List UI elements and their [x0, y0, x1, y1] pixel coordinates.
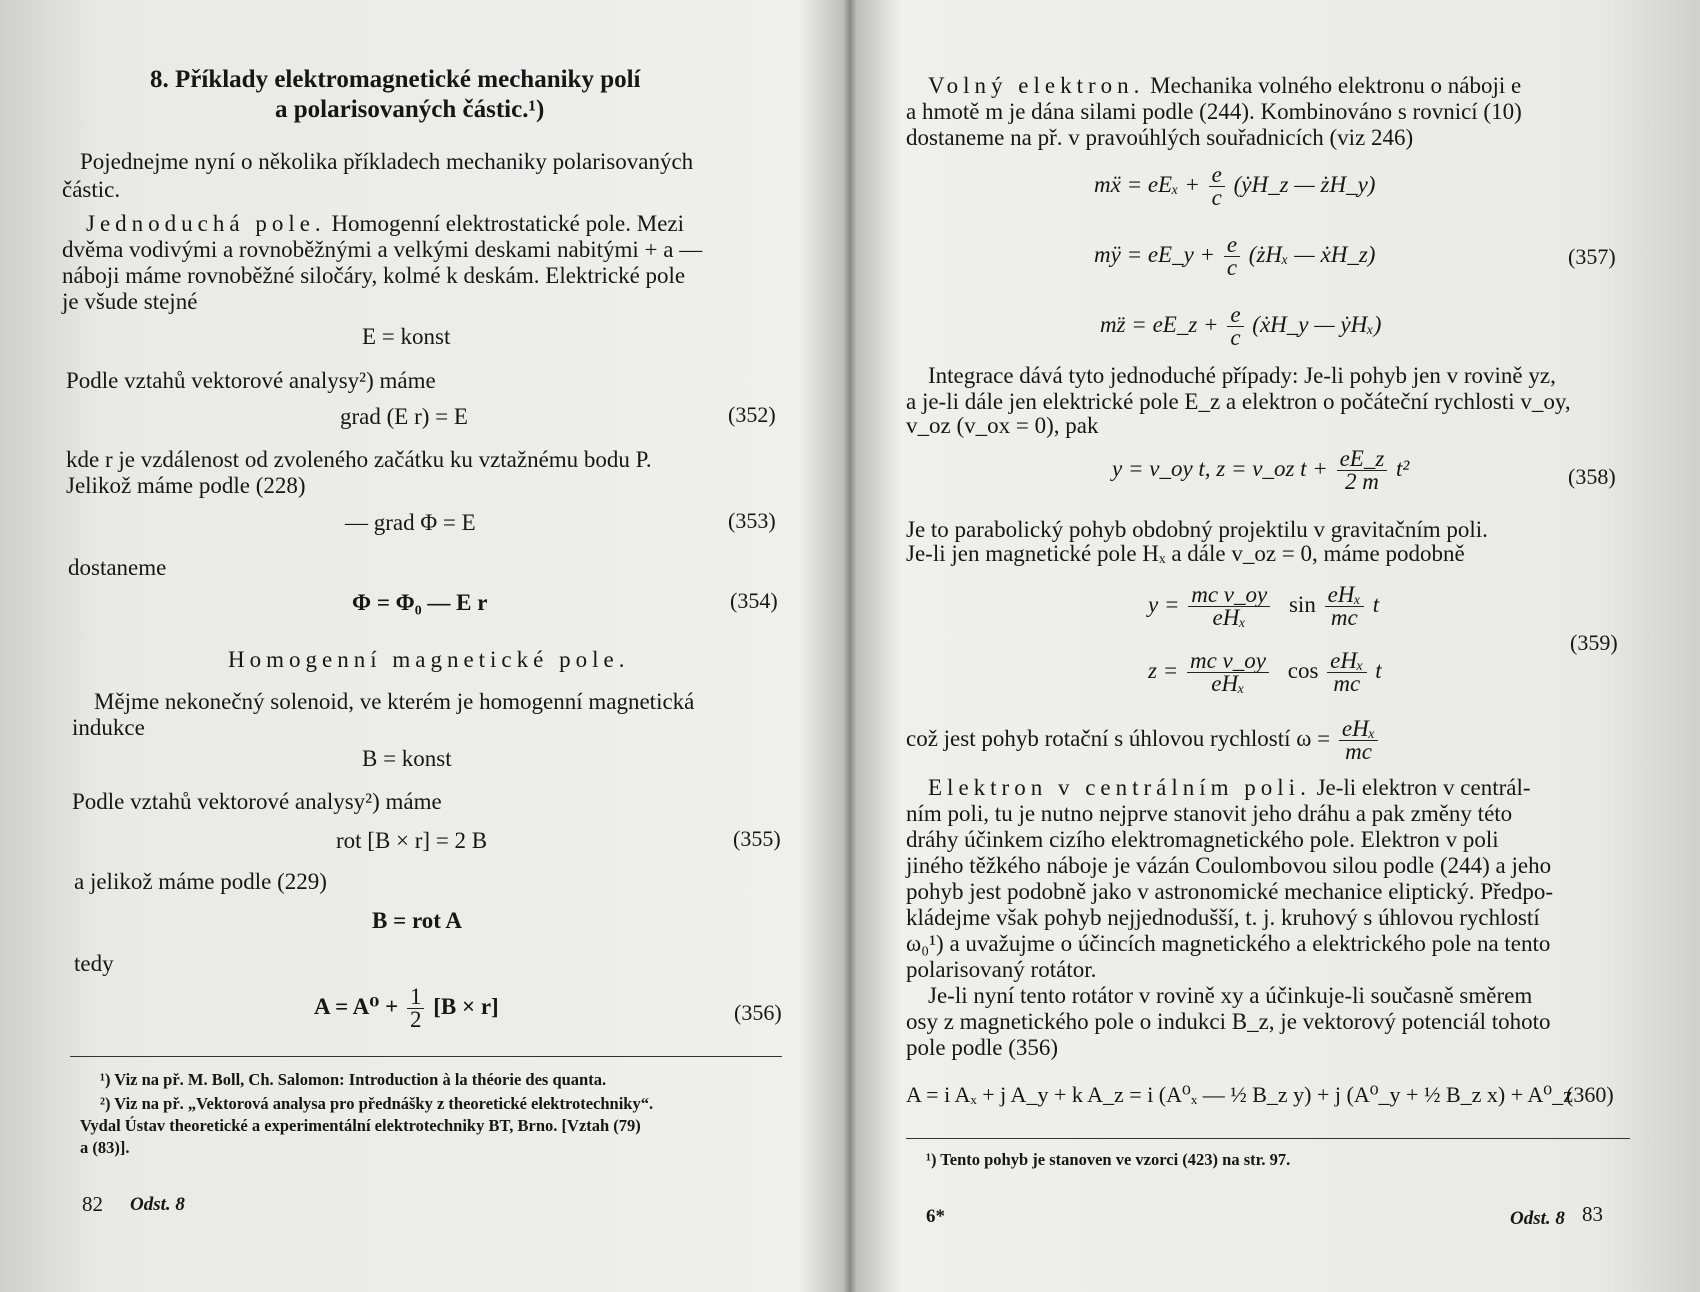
- footnote: ¹) Viz na př. M. Boll, Ch. Salomon: Introduction à la théorie des quanta.: [100, 1070, 607, 1089]
- equation-number: (355): [733, 826, 781, 851]
- equation-number: (360): [1566, 1082, 1614, 1107]
- equation-part: t: [1375, 657, 1382, 683]
- fraction-denominator: mc: [1333, 671, 1361, 696]
- paragraph-line: Je-li nyní tento rotátor v rovině xy a účinkuje-li současně směrem: [928, 983, 1533, 1008]
- section-title-line2: a polarisovaných částic.¹): [275, 96, 545, 123]
- page-number: 83: [1582, 1202, 1603, 1226]
- fraction-numerator: eHₓ: [1339, 718, 1378, 741]
- equation-part: y = v_oy t, z = v_oz t +: [1112, 455, 1328, 481]
- paragraph-line: Je-li jen magnetické pole Hₓ a dále v_oz = 0, máme podobně: [906, 541, 1465, 566]
- equation-359-z: [1148, 650, 1382, 695]
- paragraph-line: ω₀¹) a uvažujme o účincích magnetického a elektrického pole na tento: [906, 931, 1551, 956]
- equation-number: (352): [728, 402, 776, 427]
- subsection-heading: Homogenní magnetické pole.: [228, 647, 630, 672]
- fraction-numerator: mc v_oy: [1188, 584, 1270, 607]
- paragraph-line: Pojednejme nyní o několika příkladech mechaniky polarisovaných: [80, 149, 694, 174]
- footnote: a (83)].: [80, 1138, 130, 1157]
- fraction-numerator: e: [1209, 164, 1225, 187]
- equation-number: (358): [1568, 464, 1616, 489]
- run-in-heading: Volný elektron.: [928, 73, 1145, 98]
- paragraph-line: Integrace dává tyto jednoduché případy: Je-li pohyb jen v rovině yz,: [928, 363, 1556, 388]
- equation-357b: [1094, 234, 1375, 279]
- footnote-rule: [70, 1056, 782, 1057]
- equation-part: (żHₓ — ẋH_z): [1248, 241, 1376, 267]
- equation-number: (353): [728, 508, 776, 533]
- fraction-numerator: mc v_oy: [1187, 650, 1269, 673]
- paragraph-line: dráhy účinkem cizího elektromagnetického pole. Elektron v poli: [906, 827, 1499, 852]
- page-number: 82: [82, 1192, 103, 1216]
- fraction-denominator: mc: [1330, 605, 1358, 630]
- paragraph-line: Podle vztahů vektorové analysy²) máme: [72, 789, 442, 814]
- footnote: ²) Viz na př. „Vektorová analysa pro přednášky z theoretické elektrotechniky“.: [100, 1094, 654, 1113]
- function-name: sin: [1288, 591, 1316, 617]
- equation-part: t²: [1396, 455, 1410, 481]
- equation: Φ = Φ₀ — E r: [352, 590, 488, 615]
- paragraph-line: Podle vztahů vektorové analysy²) máme: [66, 368, 436, 393]
- fraction-denominator: c: [1226, 255, 1238, 280]
- equation-part: mÿ = eE_y +: [1094, 241, 1216, 267]
- paragraph-line: dvěma vodivými a rovnoběžnými a velkými deskami nabitými + a —: [62, 237, 703, 262]
- paragraph-line: v_oz (v_ox = 0), pak: [906, 413, 1099, 438]
- paragraph-line: je všude stejné: [62, 289, 198, 314]
- equation-part: y =: [1148, 591, 1180, 617]
- fraction-denominator: eHₓ: [1211, 671, 1245, 696]
- fraction: [1327, 650, 1366, 695]
- equation-357a: [1094, 164, 1375, 209]
- right-page: [850, 0, 1700, 1292]
- fraction-numerator: e: [1227, 304, 1243, 327]
- paragraph-line: [928, 774, 1531, 801]
- paragraph-line: pohyb jest podobně jako v astronomické mechanice eliptický. Předpo-: [906, 879, 1554, 904]
- fraction: [407, 986, 425, 1031]
- fraction: [1325, 584, 1364, 629]
- equation: E = konst: [362, 324, 451, 349]
- paragraph-line: [906, 718, 1381, 763]
- paragraph-text: Mechanika volného elektronu o náboji e: [1150, 73, 1522, 98]
- fraction: [1339, 718, 1378, 763]
- fraction-numerator: eHₓ: [1325, 584, 1364, 607]
- fraction: [1227, 304, 1243, 349]
- paragraph-line: tedy: [74, 951, 114, 976]
- equation-number: (359): [1570, 630, 1618, 655]
- equation-356: [314, 986, 499, 1031]
- fraction-denominator: c: [1211, 185, 1222, 210]
- equation-part: mz̈ = eE_z +: [1100, 311, 1219, 337]
- fraction-denominator: 2 m: [1345, 469, 1379, 494]
- fraction-denominator: 2: [409, 1007, 422, 1032]
- paragraph-line: ním poli, tu je nutno nejprve stanovit jeho dráhu a pak změny této: [906, 801, 1513, 826]
- paragraph-line: jiného těžkého náboje je vázán Coulombovou silou podle (244) a jeho: [906, 853, 1552, 878]
- fraction-numerator: 1: [407, 986, 425, 1009]
- running-head: Odst. 8: [1510, 1208, 1565, 1229]
- paragraph-line: kládejme však pohyb nejjednodušší, t. j. kruhový s úhlovou rychlostí: [906, 905, 1540, 930]
- equation-part: z =: [1148, 657, 1179, 683]
- paragraph-line: a jelikož máme podle (229): [74, 869, 327, 894]
- paragraph-text: Je-li elektron v centrál-: [1316, 775, 1531, 800]
- paragraph-line: a je-li dále jen elektrické pole E_z a elektron o počáteční rychlosti v_oy,: [906, 389, 1571, 414]
- footnote-rule: [906, 1138, 1630, 1139]
- paragraph-line: indukce: [72, 715, 145, 740]
- equation: — grad Φ = E: [345, 510, 476, 535]
- paragraph-line: dostaneme: [68, 555, 167, 580]
- paragraph-text: což jest pohyb rotační s úhlovou rychlostí ω =: [906, 725, 1331, 751]
- paragraph-line: [928, 72, 1521, 99]
- fraction: [1187, 650, 1269, 695]
- running-head: Odst. 8: [130, 1194, 185, 1215]
- footnote: Vydal Ústav theoretické a experimentální elektrotechniky BT, Brno. [Vztah (79): [80, 1116, 641, 1135]
- paragraph-line: náboji máme rovnoběžné siločáry, kolmé k deskám. Elektrické pole: [62, 263, 686, 288]
- paragraph-line: Mějme nekonečný solenoid, ve kterém je homogenní magnetická: [94, 689, 695, 714]
- fraction-denominator: mc: [1345, 739, 1372, 764]
- run-in-heading: Elektron v centrálním poli.: [928, 775, 1311, 800]
- paragraph-line: osy z magnetického pole o indukci B_z, je vektorový potenciál tohoto: [906, 1009, 1551, 1034]
- equation-part: t: [1372, 591, 1380, 617]
- footnote: ¹) Tento pohyb je stanoven ve vzorci (423) na str. 97.: [926, 1150, 1291, 1169]
- paragraph-text: Homogenní elektrostatické pole. Mezi: [331, 211, 684, 236]
- equation-part: (ẏH_z — żH_y): [1233, 171, 1376, 197]
- equation-357c: [1100, 304, 1381, 349]
- paragraph-line: částic.: [62, 177, 121, 202]
- paragraph-line: kde r je vzdálenost od zvoleného začátku ku vztažnému bodu P.: [66, 447, 652, 472]
- paragraph-line: polarisovaný rotátor.: [906, 957, 1097, 982]
- fraction: [1209, 164, 1225, 209]
- equation-part: [B × r]: [433, 993, 499, 1019]
- paragraph-line: pole podle (356): [906, 1035, 1059, 1060]
- equation-359-y: [1148, 584, 1379, 629]
- fraction-numerator: e: [1224, 234, 1240, 257]
- fraction: [1337, 448, 1388, 493]
- equation-part: (ẋH_y — ẏHₓ): [1252, 311, 1382, 337]
- equation-part: mẍ = eEₓ +: [1094, 171, 1200, 197]
- equation-part: A = A⁰ +: [314, 993, 399, 1019]
- signature-mark: 6*: [926, 1206, 945, 1227]
- fraction-denominator: eHₓ: [1212, 605, 1246, 630]
- run-in-heading: Jednoduchá pole.: [86, 211, 326, 236]
- fraction-numerator: eHₓ: [1327, 650, 1366, 673]
- equation-number: (356): [734, 1000, 782, 1025]
- equation-360: A = i Aₓ + j A_y + k A_z = i (A⁰ₓ — ½ B_z y) + j (A⁰_y + ½ B_z x) + A⁰_z: [906, 1082, 1573, 1107]
- equation: B = rot A: [372, 908, 462, 933]
- paragraph-line: Jelikož máme podle (228): [66, 473, 306, 498]
- paragraph-line: Je to parabolický pohyb obdobný projektilu v gravitačním poli.: [906, 517, 1488, 542]
- paragraph-line: [86, 210, 684, 237]
- section-title-line1: 8. Příklady elektromagnetické mechaniky polí: [150, 66, 641, 93]
- function-name: cos: [1287, 657, 1319, 683]
- fraction: [1224, 234, 1240, 279]
- fraction: [1188, 584, 1270, 629]
- paragraph-line: a hmotě m je dána silami podle (244). Kombinováno s rovnicí (10): [906, 99, 1522, 124]
- fraction-denominator: c: [1230, 325, 1241, 350]
- equation: B = konst: [362, 746, 452, 771]
- equation: grad (E r) = E: [340, 404, 468, 429]
- equation-358: [1112, 448, 1409, 493]
- equation: rot [B × r] = 2 B: [336, 828, 488, 853]
- paragraph-line: dostaneme na př. v pravoúhlých souřadnicích (viz 246): [906, 125, 1414, 150]
- equation-number: (354): [730, 588, 778, 613]
- fraction-numerator: eE_z: [1337, 448, 1388, 471]
- equation-number: (357): [1568, 244, 1616, 269]
